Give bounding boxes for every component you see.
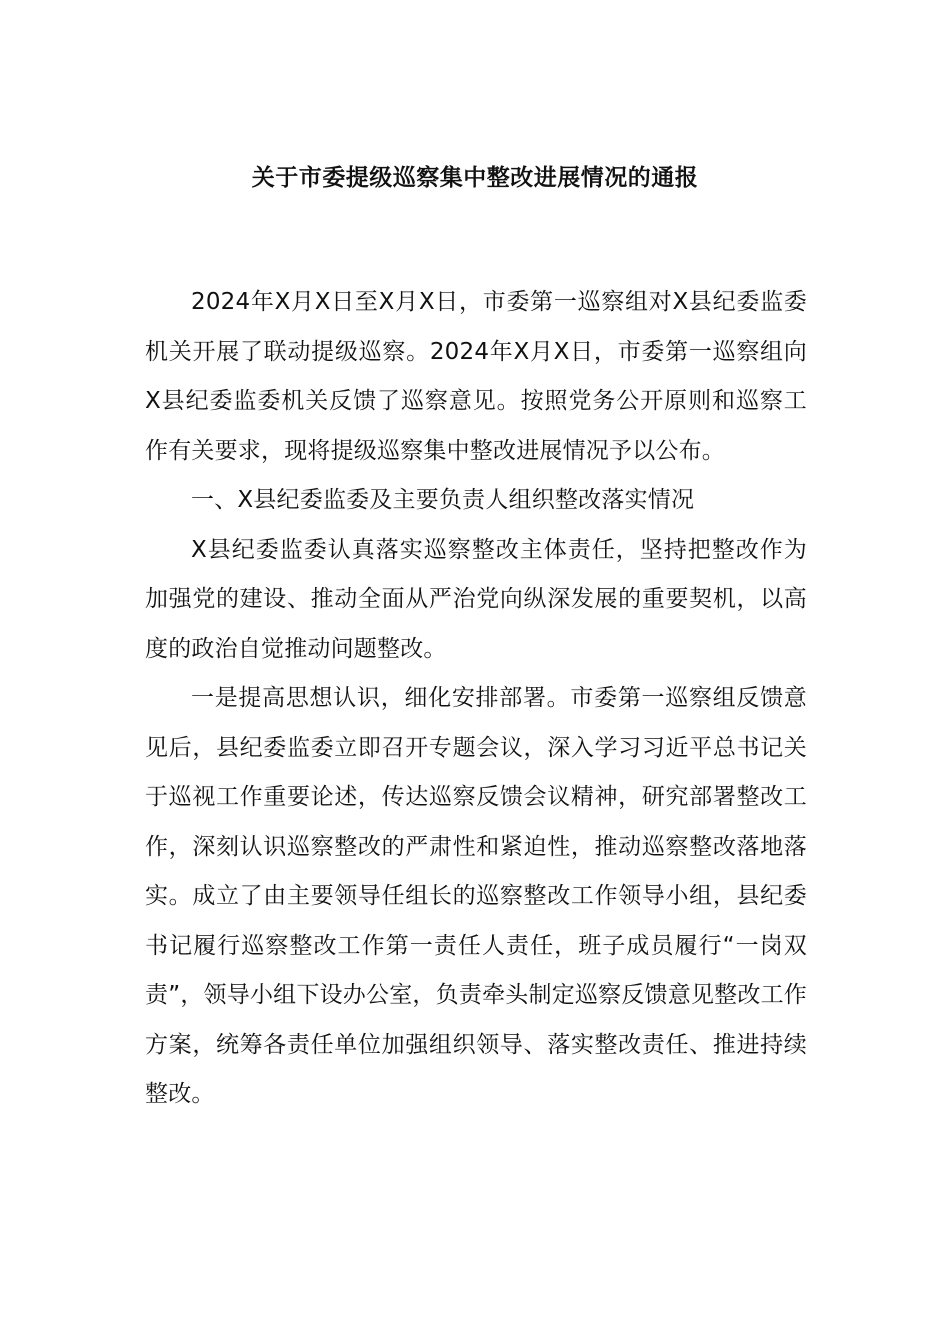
paragraph-intro: 2024年X月X日至X月X日，市委第一巡察组对X县纪委监委机关开展了联动提级巡察。2024年X月X日，市委第一巡察组向X县纪委监委机关反馈了巡察意见。按照党务公开原则和巡察工作有关要求，现将提级巡察集中整改进展情况予以公布。 bbox=[145, 289, 807, 464]
paragraph-measure-1: 一是提高思想认识，细化安排部署。市委第一巡察组反馈意见后，县纪委监委立即召开专题会议，深入学习习近平总书记关于巡视工作重要论述，传达巡察反馈会议精神，研究部署整改工作，深刻认识巡察整改的严肃性和紧迫性，推动巡察整改落地落实。成立了由主要领导任组长的巡察整改工作领导小组，县纪委书记履行巡察整改工作第一责任人责任，班子成员履行“一岗双责”，领导小组下设办公室，负责牵头制定巡察反馈意见整改工作方案，统筹各责任单位加强组织领导、落实整改责任、推进持续整改。 bbox=[145, 685, 807, 1107]
paragraph-responsibility: X县纪委监委认真落实巡察整改主体责任，坚持把整改作为加强党的建设、推动全面从严治党向纵深发展的重要契机，以高度的政治自觉推动问题整改。 bbox=[145, 536, 807, 662]
section-heading-1: 一、X县纪委监委及主要负责人组织整改落实情况 bbox=[191, 487, 695, 513]
document-title: 关于市委提级巡察集中整改进展情况的通报 bbox=[251, 165, 699, 191]
document-body bbox=[145, 278, 807, 1120]
